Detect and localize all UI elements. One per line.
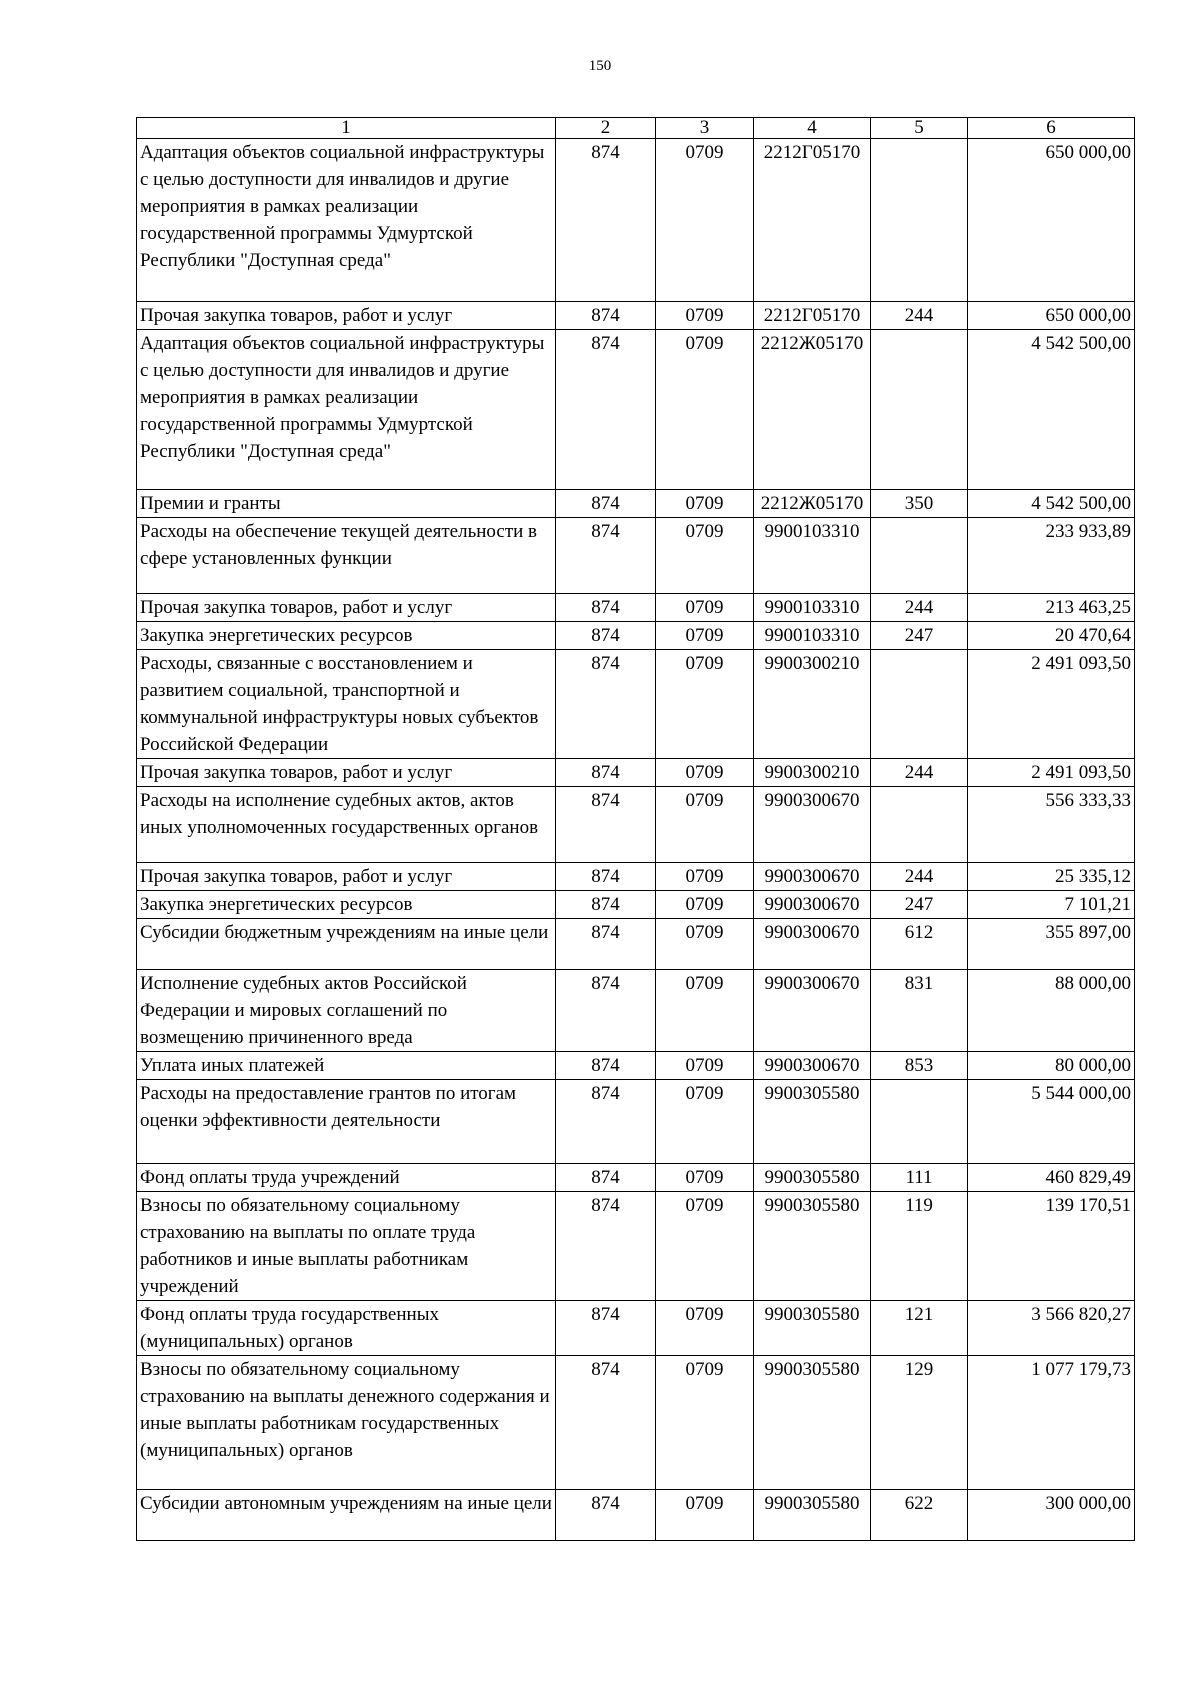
expense-name-cell: Фонд оплаты труда учреждений — [137, 1164, 556, 1192]
expense-type-cell: 853 — [871, 1052, 968, 1080]
expense-type-cell: 244 — [871, 302, 968, 330]
ministry-code-cell: 874 — [556, 787, 656, 863]
expense-type-cell: 612 — [871, 919, 968, 970]
expense-name-cell: Расходы на предоставление грантов по итогам оценки эффективности деятельности — [137, 1080, 556, 1164]
section-code-cell: 0709 — [656, 1164, 754, 1192]
page-number: 150 — [588, 58, 612, 74]
amount-cell: 25 335,12 — [968, 863, 1135, 891]
column-header: 4 — [754, 118, 871, 139]
expense-name-cell: Прочая закупка товаров, работ и услуг — [137, 594, 556, 622]
table-row — [137, 1356, 1135, 1490]
table-row — [137, 594, 1135, 622]
amount-cell: 355 897,00 — [968, 919, 1135, 970]
expense-name-cell: Расходы, связанные с восстановлением и развитием социальной, транспортной и коммунальной инфраструктуры новых субъектов Российской Федерации — [137, 650, 556, 759]
table-row — [137, 490, 1135, 518]
section-code-cell: 0709 — [656, 1301, 754, 1356]
ministry-code-cell: 874 — [556, 490, 656, 518]
amount-cell: 5 544 000,00 — [968, 1080, 1135, 1164]
ministry-code-cell: 874 — [556, 622, 656, 650]
expense-type-cell: 244 — [871, 594, 968, 622]
ministry-code-cell: 874 — [556, 1490, 656, 1541]
target-article-cell: 9900300210 — [754, 650, 871, 759]
amount-cell: 1 077 179,73 — [968, 1356, 1135, 1490]
table-row — [137, 787, 1135, 863]
expense-type-cell: 247 — [871, 622, 968, 650]
expense-name-cell: Уплата иных платежей — [137, 1052, 556, 1080]
ministry-code-cell: 874 — [556, 1164, 656, 1192]
amount-cell: 213 463,25 — [968, 594, 1135, 622]
amount-cell: 7 101,21 — [968, 891, 1135, 919]
expense-name-cell: Прочая закупка товаров, работ и услуг — [137, 863, 556, 891]
ministry-code-cell: 874 — [556, 650, 656, 759]
target-article-cell: 9900300670 — [754, 970, 871, 1052]
ministry-code-cell: 874 — [556, 970, 656, 1052]
section-code-cell: 0709 — [656, 1490, 754, 1541]
amount-cell: 3 566 820,27 — [968, 1301, 1135, 1356]
amount-cell: 4 542 500,00 — [968, 490, 1135, 518]
section-code-cell: 0709 — [656, 490, 754, 518]
expense-name-cell: Расходы на исполнение судебных актов, актов иных уполномоченных государственных органов — [137, 787, 556, 863]
expense-type-cell: 244 — [871, 863, 968, 891]
expense-type-cell: 119 — [871, 1192, 968, 1301]
amount-cell: 4 542 500,00 — [968, 330, 1135, 490]
ministry-code-cell: 874 — [556, 518, 656, 594]
section-code-cell: 0709 — [656, 650, 754, 759]
expense-type-cell: 121 — [871, 1301, 968, 1356]
expense-type-cell: 831 — [871, 970, 968, 1052]
section-code-cell: 0709 — [656, 518, 754, 594]
expense-name-cell: Субсидии бюджетным учреждениям на иные цели — [137, 919, 556, 970]
target-article-cell: 2212Г05170 — [754, 302, 871, 330]
table-row — [137, 1192, 1135, 1301]
amount-cell: 2 491 093,50 — [968, 650, 1135, 759]
amount-cell: 139 170,51 — [968, 1192, 1135, 1301]
ministry-code-cell: 874 — [556, 919, 656, 970]
target-article-cell: 2212Ж05170 — [754, 490, 871, 518]
expense-type-cell: 247 — [871, 891, 968, 919]
expense-name-cell: Фонд оплаты труда государственных (муниципальных) органов — [137, 1301, 556, 1356]
header-row — [137, 118, 1135, 139]
expense-name-cell: Взносы по обязательному социальному страхованию на выплаты по оплате труда работников и иные выплаты работникам учреждений — [137, 1192, 556, 1301]
target-article-cell: 9900103310 — [754, 622, 871, 650]
target-article-cell: 9900103310 — [754, 594, 871, 622]
column-header: 5 — [871, 118, 968, 139]
amount-cell: 650 000,00 — [968, 139, 1135, 302]
amount-cell: 2 491 093,50 — [968, 759, 1135, 787]
ministry-code-cell: 874 — [556, 1301, 656, 1356]
section-code-cell: 0709 — [656, 302, 754, 330]
column-header: 6 — [968, 118, 1135, 139]
table-row — [137, 1490, 1135, 1541]
table-row — [137, 518, 1135, 594]
amount-cell: 556 333,33 — [968, 787, 1135, 863]
expense-name-cell: Закупка энергетических ресурсов — [137, 622, 556, 650]
ministry-code-cell: 874 — [556, 891, 656, 919]
table-row — [137, 622, 1135, 650]
target-article-cell: 9900300670 — [754, 919, 871, 970]
table-row — [137, 1052, 1135, 1080]
expense-name-cell: Премии и гранты — [137, 490, 556, 518]
table-row — [137, 1164, 1135, 1192]
section-code-cell: 0709 — [656, 891, 754, 919]
target-article-cell: 9900300670 — [754, 1052, 871, 1080]
column-header: 2 — [556, 118, 656, 139]
expense-type-cell: 129 — [871, 1356, 968, 1490]
expense-type-cell — [871, 139, 968, 302]
target-article-cell: 9900103310 — [754, 518, 871, 594]
target-article-cell: 2212Ж05170 — [754, 330, 871, 490]
expense-name-cell: Исполнение судебных актов Российской Федерации и мировых соглашений по возмещению причиненного вреда — [137, 970, 556, 1052]
ministry-code-cell: 874 — [556, 863, 656, 891]
section-code-cell: 0709 — [656, 970, 754, 1052]
expense-name-cell: Прочая закупка товаров, работ и услуг — [137, 759, 556, 787]
target-article-cell: 2212Г05170 — [754, 139, 871, 302]
expense-type-cell: 244 — [871, 759, 968, 787]
target-article-cell: 9900300670 — [754, 863, 871, 891]
expense-type-cell — [871, 787, 968, 863]
section-code-cell: 0709 — [656, 1192, 754, 1301]
section-code-cell: 0709 — [656, 330, 754, 490]
expense-type-cell: 350 — [871, 490, 968, 518]
expense-name-cell: Субсидии автономным учреждениям на иные цели — [137, 1490, 556, 1541]
target-article-cell: 9900305580 — [754, 1301, 871, 1356]
target-article-cell: 9900305580 — [754, 1192, 871, 1301]
column-header: 3 — [656, 118, 754, 139]
table-row — [137, 863, 1135, 891]
ministry-code-cell: 874 — [556, 1356, 656, 1490]
table-row — [137, 919, 1135, 970]
column-header: 1 — [137, 118, 556, 139]
target-article-cell: 9900305580 — [754, 1080, 871, 1164]
expense-name-cell: Закупка энергетических ресурсов — [137, 891, 556, 919]
target-article-cell: 9900300670 — [754, 891, 871, 919]
amount-cell: 460 829,49 — [968, 1164, 1135, 1192]
expense-type-cell — [871, 518, 968, 594]
table-row — [137, 891, 1135, 919]
expense-name-cell: Взносы по обязательному социальному страхованию на выплаты денежного содержания и иные выплаты работникам государственных (муниципальных) органов — [137, 1356, 556, 1490]
section-code-cell: 0709 — [656, 863, 754, 891]
expense-name-cell: Адаптация объектов социальной инфраструктуры с целью доступности для инвалидов и другие мероприятия в рамках реализации государственной программы Удмуртской Республики "Доступная среда" — [137, 330, 556, 490]
ministry-code-cell: 874 — [556, 139, 656, 302]
amount-cell: 20 470,64 — [968, 622, 1135, 650]
section-code-cell: 0709 — [656, 594, 754, 622]
section-code-cell: 0709 — [656, 1080, 754, 1164]
table-row — [137, 1080, 1135, 1164]
expense-type-cell: 111 — [871, 1164, 968, 1192]
amount-cell: 80 000,00 — [968, 1052, 1135, 1080]
ministry-code-cell: 874 — [556, 1052, 656, 1080]
section-code-cell: 0709 — [656, 919, 754, 970]
table-row — [137, 330, 1135, 490]
section-code-cell: 0709 — [656, 622, 754, 650]
ministry-code-cell: 874 — [556, 1192, 656, 1301]
budget-table — [136, 117, 1135, 1541]
table-row — [137, 970, 1135, 1052]
expense-name-cell: Прочая закупка товаров, работ и услуг — [137, 302, 556, 330]
target-article-cell: 9900300210 — [754, 759, 871, 787]
expense-type-cell: 622 — [871, 1490, 968, 1541]
amount-cell: 88 000,00 — [968, 970, 1135, 1052]
target-article-cell: 9900305580 — [754, 1490, 871, 1541]
expense-name-cell: Расходы на обеспечение текущей деятельности в сфере установленных функции — [137, 518, 556, 594]
section-code-cell: 0709 — [656, 1052, 754, 1080]
ministry-code-cell: 874 — [556, 302, 656, 330]
amount-cell: 300 000,00 — [968, 1490, 1135, 1541]
section-code-cell: 0709 — [656, 787, 754, 863]
table-row — [137, 1301, 1135, 1356]
target-article-cell: 9900305580 — [754, 1356, 871, 1490]
section-code-cell: 0709 — [656, 139, 754, 302]
target-article-cell: 9900305580 — [754, 1164, 871, 1192]
expense-type-cell — [871, 650, 968, 759]
table-row — [137, 302, 1135, 330]
expense-name-cell: Адаптация объектов социальной инфраструктуры с целью доступности для инвалидов и другие мероприятия в рамках реализации государственной программы Удмуртской Республики "Доступная среда" — [137, 139, 556, 302]
ministry-code-cell: 874 — [556, 759, 656, 787]
table-row — [137, 650, 1135, 759]
ministry-code-cell: 874 — [556, 594, 656, 622]
section-code-cell: 0709 — [656, 1356, 754, 1490]
ministry-code-cell: 874 — [556, 330, 656, 490]
expense-type-cell — [871, 330, 968, 490]
table-row — [137, 759, 1135, 787]
ministry-code-cell: 874 — [556, 1080, 656, 1164]
target-article-cell: 9900300670 — [754, 787, 871, 863]
amount-cell: 233 933,89 — [968, 518, 1135, 594]
expense-type-cell — [871, 1080, 968, 1164]
table-row — [137, 139, 1135, 302]
amount-cell: 650 000,00 — [968, 302, 1135, 330]
section-code-cell: 0709 — [656, 759, 754, 787]
table-body — [137, 139, 1135, 1541]
